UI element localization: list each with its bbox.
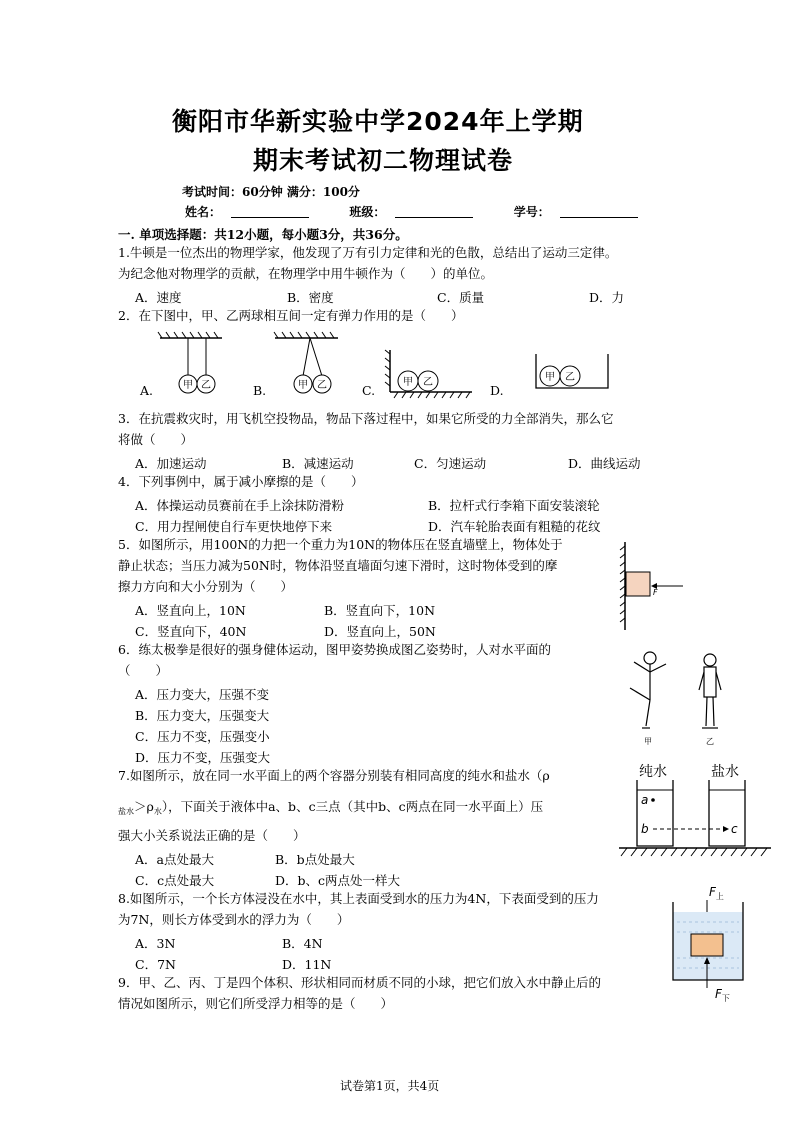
q2a-ball2-label: 乙 <box>201 380 211 391</box>
q1-line-2: 为纪念他对物理学的贡献，在物理学中用牛顿作为（ ）的单位。 <box>118 266 494 281</box>
q6-yi-label: 乙 <box>706 737 714 746</box>
q2-label-b[interactable]: B. <box>253 383 267 398</box>
q2d-ball1-label: 甲 <box>545 372 555 383</box>
q1-option-c[interactable]: C．质量 <box>437 290 485 305</box>
q2-stem: 2．在下图中，甲、乙两球相互间一定有弹力作用的是（ ） <box>118 308 464 323</box>
q4-option-a[interactable]: A．体操运动员赛前在手上涂抹防滑粉 <box>135 498 345 513</box>
title-line-2: 期末考试初二物理试卷 <box>253 146 514 175</box>
q6-option-c[interactable]: C．压力不变，压强变小 <box>135 729 270 744</box>
q2c-ball1-label: 甲 <box>403 377 413 388</box>
q3-option-c[interactable]: C．匀速运动 <box>414 456 487 471</box>
q7-line-2-rest: ），下面关于液体中a、b、c三点（其中b、c两点在同一水平面上）压 <box>161 799 544 814</box>
q7-point-c: c <box>731 822 738 836</box>
q2-figure <box>150 330 620 402</box>
class-label: 班级： <box>349 205 386 219</box>
q1-option-d[interactable]: D．力 <box>589 290 625 305</box>
q4-option-b[interactable]: B．拉杆式行李箱下面安装滚轮 <box>428 498 600 513</box>
title-line-1: 衡阳市华新实验中学2024年上学期 <box>172 107 584 136</box>
q5-force-label: F <box>653 588 658 597</box>
q5-block <box>626 572 650 596</box>
exam-info: 考试时间：60分钟 满分：100分 <box>182 185 360 199</box>
q7-option-a[interactable]: A．a点处最大 <box>135 852 214 867</box>
q8-block <box>691 934 723 956</box>
q5-option-d[interactable]: D．竖直向上，50N <box>324 624 436 639</box>
page-footer: 试卷第1页，共4页 <box>340 1079 440 1093</box>
q8-f-top-label: $F_上$ <box>709 885 724 901</box>
q3-option-d[interactable]: D．曲线运动 <box>568 456 641 471</box>
q6-option-b[interactable]: B．压力变大，压强变大 <box>135 708 270 723</box>
q8-option-c[interactable]: C．7N <box>135 957 176 972</box>
q7-option-d[interactable]: D．b、c两点处一样大 <box>275 873 401 888</box>
q7-figure <box>615 758 775 862</box>
q7-point-a-dot <box>651 798 655 802</box>
id-label: 学号： <box>513 205 550 219</box>
q7-rho: ＞ρ <box>134 799 154 814</box>
q5-figure <box>615 540 690 632</box>
q7-point-b: b <box>641 822 649 836</box>
q5-option-c[interactable]: C．竖直向下，40N <box>135 624 247 639</box>
q2-fig-c <box>385 350 472 398</box>
q2-label-c[interactable]: C. <box>362 383 376 398</box>
q7-sub-yanshui: 盐水 <box>118 807 134 816</box>
q9-line-1: 9．甲、乙、丙、丁是四个体积、形状相同而材质不同的小球，把它们放入水中静止后的 <box>118 975 601 990</box>
q2a-ball1-label: 甲 <box>183 380 193 391</box>
q5-line-1: 5．如图所示，用100N的力把一个重力为10N的物体压在竖直墙壁上，物体处于 <box>118 537 563 552</box>
q8-figure <box>665 880 755 1006</box>
q5-option-a[interactable]: A．竖直向上，10N <box>135 603 246 618</box>
q4-option-d[interactable]: D．汽车轮胎表面有粗糙的花纹 <box>428 519 601 534</box>
q8-option-b[interactable]: B．4N <box>282 936 323 951</box>
q8-f-bottom-label: $F_下$ <box>715 987 730 1003</box>
student-info-row <box>185 203 638 220</box>
q6-figure <box>622 648 732 746</box>
q3-line-2: 将做（ ） <box>118 432 194 447</box>
q8-line-2: 为7N，则长方体受到水的浮力为（ ） <box>118 912 350 927</box>
id-blank[interactable] <box>560 205 638 218</box>
q6-line-1: 6．练太极拳是很好的强身健体运动，图甲姿势换成图乙姿势时，人对水平面的 <box>118 642 551 657</box>
q7-option-c[interactable]: C．c点处最大 <box>135 873 215 888</box>
name-label: 姓名： <box>185 205 222 219</box>
section-heading: 一. 单项选择题：共12小题，每小题3分，共36分。 <box>118 227 408 242</box>
q6-figure-jia <box>630 652 666 728</box>
q2b-ball1-label: 甲 <box>298 380 308 391</box>
q6-option-a[interactable]: A．压力变大，压强不变 <box>135 687 270 702</box>
q2-label-a[interactable]: A. <box>140 383 154 398</box>
q7-point-a: a <box>641 793 649 807</box>
q8-option-a[interactable]: A．3N <box>135 936 176 951</box>
q2-label-d[interactable]: D. <box>490 383 504 398</box>
q6-figure-yi <box>699 654 721 728</box>
q5-option-b[interactable]: B．竖直向下，10N <box>324 603 436 618</box>
name-blank[interactable] <box>231 205 309 218</box>
q9-line-2: 情况如图所示，则它们所受浮力相等的是（ ） <box>118 996 394 1011</box>
q3-option-a[interactable]: A．加速运动 <box>135 456 207 471</box>
q3-line-1: 3．在抗震救灾时，用飞机空投物品，物品下落过程中，如果它所受的力全部消失，那么它 <box>118 411 614 426</box>
q2c-ball2-label: 乙 <box>423 377 433 388</box>
q7-option-b[interactable]: B．b点处最大 <box>275 852 355 867</box>
q8-option-d[interactable]: D．11N <box>282 957 332 972</box>
q7-salt-water-label: 盐水 <box>711 764 739 780</box>
q1-line-1: 1.牛顿是一位杰出的物理学家，他发现了万有引力定律和光的色散，总结出了运动三定律。 <box>118 245 618 260</box>
q6-jia-label: 甲 <box>644 737 652 746</box>
q2d-ball2-label: 乙 <box>565 372 575 383</box>
q5-line-2: 静止状态；当压力减为50N时，物体沿竖直墙面匀速下滑时，这时物体受到的摩 <box>118 558 558 573</box>
q1-option-a[interactable]: A．速度 <box>135 290 182 305</box>
class-blank[interactable] <box>395 205 473 218</box>
q1-option-b[interactable]: B．密度 <box>287 290 334 305</box>
q7-pure-water-label: 纯水 <box>639 764 667 780</box>
q4-stem: 4．下列事例中，属于减小摩擦的是（ ） <box>118 474 364 489</box>
q2b-ball2-label: 乙 <box>317 380 327 391</box>
q6-option-d[interactable]: D．压力不变，压强变大 <box>135 750 271 765</box>
q7-line-1: 7.如图所示，放在同一水平面上的两个容器分别装有相同高度的纯水和盐水（ρ <box>118 768 550 783</box>
q7-line-3: 强大小关系说法正确的是（ ） <box>118 828 306 843</box>
q3-option-b[interactable]: B．减速运动 <box>282 456 354 471</box>
q5-line-3: 擦力方向和大小分别为（ ） <box>118 579 294 594</box>
q6-line-2: （ ） <box>118 663 169 678</box>
q4-option-c[interactable]: C．用力捏闸使自行车更快地停下来 <box>135 519 333 534</box>
q7-sub-shui: 水 <box>153 807 162 816</box>
q8-line-1: 8.如图所示，一个长方体浸没在水中，其上表面受到水的压力为4N，下表面受到的压力 <box>118 891 599 906</box>
q7-line-2 <box>118 796 543 822</box>
